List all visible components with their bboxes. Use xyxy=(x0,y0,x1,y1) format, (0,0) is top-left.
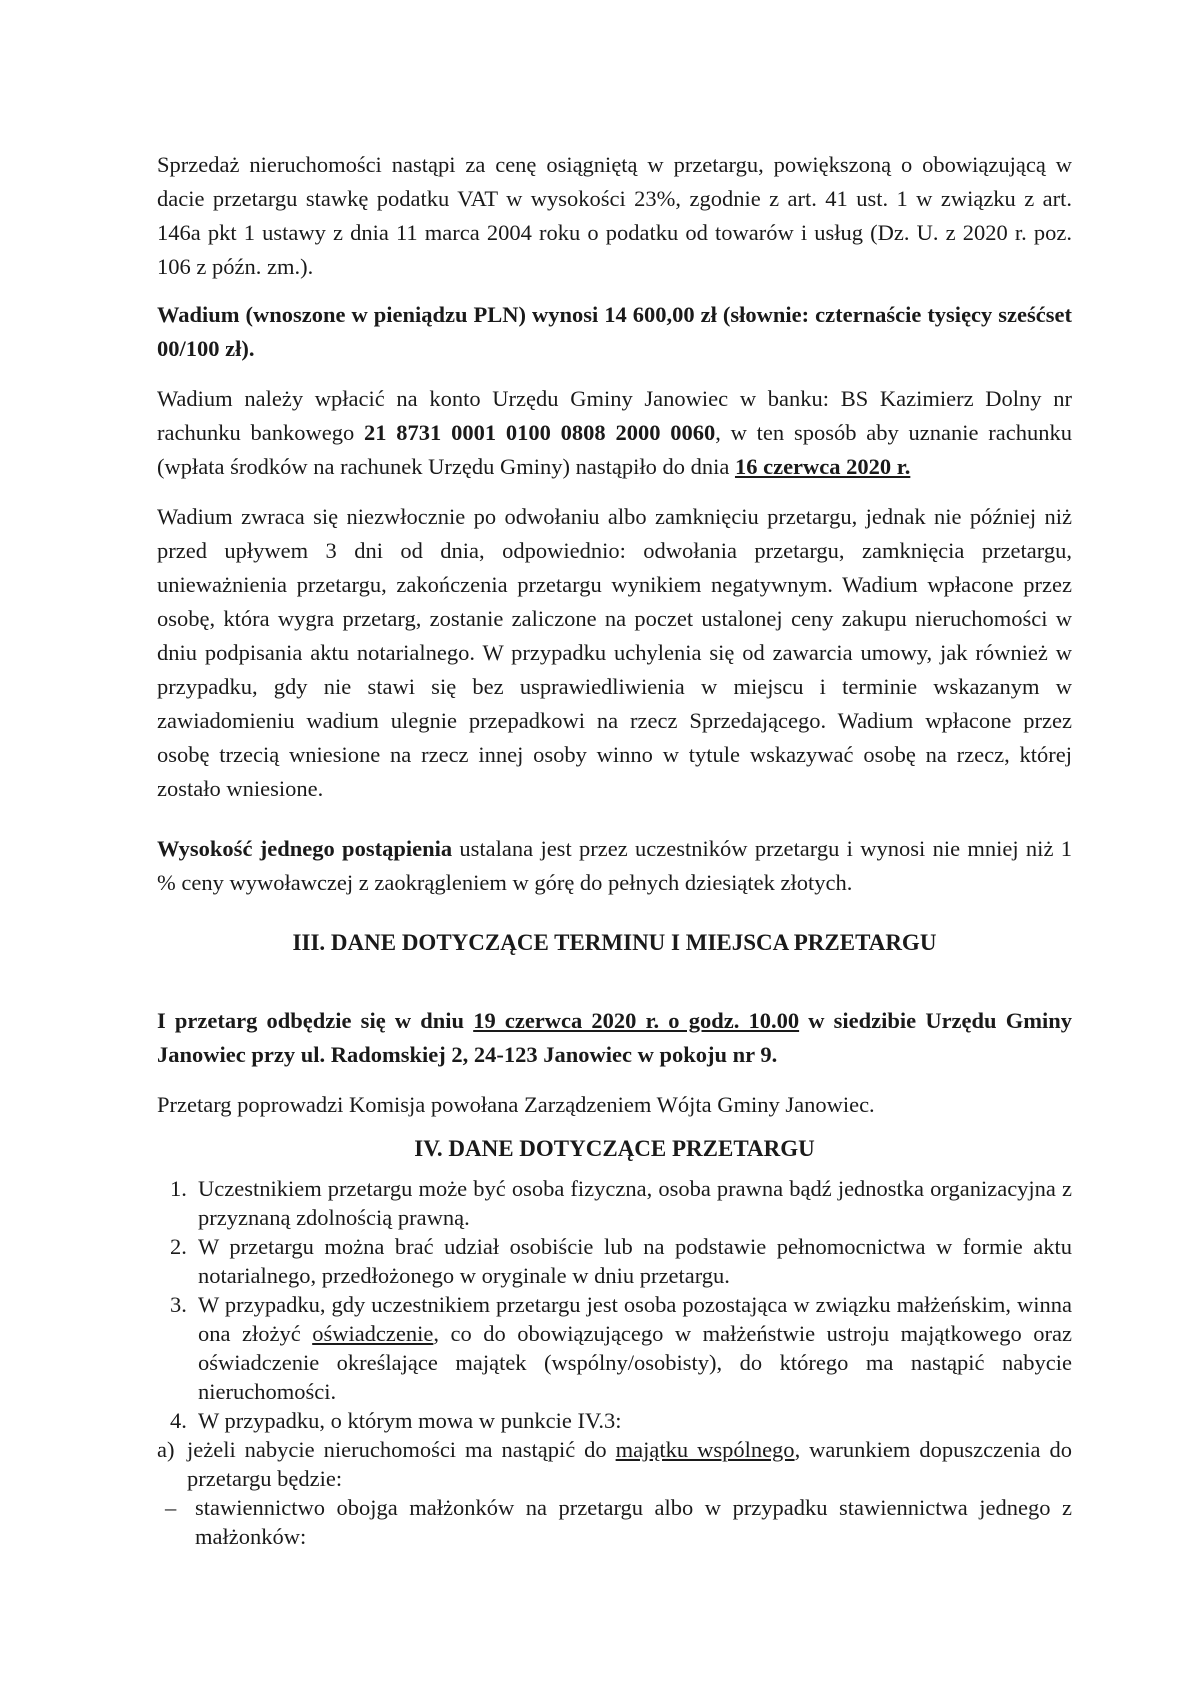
statement-underlined: oświadczenie xyxy=(312,1321,434,1346)
commission-paragraph: Przetarg poprowadzi Komisja powołana Zarządzeniem Wójta Gminy Janowiec. xyxy=(157,1092,875,1117)
auction-date-paragraph xyxy=(157,1004,1072,1072)
wadium-amount-paragraph: Wadium (wnoszone w pieniądzu PLN) wynosi 14 600,00 zł (słownie: czternaście tysięcy sześćset 00/100 zł). xyxy=(157,302,1072,361)
auction-date: 19 czerwca 2020 r. o godz. 10.00 xyxy=(473,1008,800,1033)
list-item-text-part: jeżeli nabycie nieruchomości ma nastąpić do xyxy=(187,1437,616,1462)
list-item xyxy=(157,1493,1072,1551)
list-item-text xyxy=(198,1290,1072,1406)
wadium-deadline-date: 16 czerwca 2020 r. xyxy=(734,454,911,479)
wadium-payment-text: Wadium należy wpłacić na konto Urzędu Gminy Janowiec w banku: BS Kazimierz Dolny nr rachunku bankowego xyxy=(157,386,1072,445)
list-item-text-part: , warunkiem dopuszczenia do przetargu będzie: xyxy=(187,1437,1072,1491)
section-3-heading: III. DANE DOTYCZĄCE TERMINU I MIEJSCA PRZETARGU xyxy=(292,930,937,955)
list-item-text: W przypadku, o którym mowa w punkcie IV.3: xyxy=(198,1408,622,1433)
list-item xyxy=(157,1232,1072,1290)
auction-date-text: I przetarg odbędzie się w dniu xyxy=(157,1008,474,1033)
list-item-text: Uczestnikiem przetargu może być osoba fizyczna, osoba prawna bądź jednostka organizacyjna z przyznaną zdolnością prawną. xyxy=(198,1176,1072,1230)
auction-location-text: w siedzibie Urzędu Gminy Janowiec przy ul. Radomskiej 2, 24-123 Janowiec w pokoju nr 9. xyxy=(157,1008,1072,1067)
list-item-number: 2. xyxy=(170,1234,187,1259)
wadium-return-paragraph: Wadium zwraca się niezwłocznie po odwołaniu albo zamknięciu przetargu, jednak nie później niż przed upływem 3 dni od dnia, odpowiednio: odwołania przetargu, zamknięcia przetargu, unieważnienia przetargu, zakończenia przetargu wynikiem negatywnym. Wadium wpłacone przez osobę, która wygra przetarg, zostanie zaliczone na poczet ustalonej ceny zakupu nieruchomości w dniu podpisania aktu notarialnego. W przypadku uchylenia się od zawarcia umowy, jak również w przypadku, gdy nie stawi się bez usprawiedliwienia w miejscu i terminie wskazanym w zawiadomieniu wadium ulegnie przepadkowi na rzecz Sprzedającego. Wadium wpłacone przez osobę trzecią wniesione na rzecz innej osoby winno w tytule wskazywać osobę na rzecz, której zostało wniesione. xyxy=(157,504,1072,801)
list-item xyxy=(157,1290,1072,1406)
joint-property-underlined: majątku wspólnego xyxy=(615,1437,795,1462)
list-item-number: 4. xyxy=(170,1408,187,1433)
document-body xyxy=(157,148,1072,1551)
list-item xyxy=(157,1435,1072,1493)
list-item-text: W przetargu można brać udział osobiście lub na podstawie pełnomocnictwa w formie aktu notarialnego, przedłożonego w oryginale w dniu przetargu. xyxy=(198,1234,1072,1288)
list-item-text-part: , co do obowiązującego w małżeństwie ustroju majątkowego oraz oświadczenie określające majątek (wspólny/osobisty), do którego ma nastąpić nabycie nieruchomości. xyxy=(198,1321,1072,1404)
list-item-dash: – xyxy=(165,1495,177,1520)
bank-account-number: 21 8731 0001 0100 0808 2000 0060 xyxy=(364,420,716,445)
list-item-text: stawiennictwo obojga małżonków na przetargu albo w przypadku stawiennictwa jednego z małżonków: xyxy=(195,1495,1072,1549)
list-item-number: 1. xyxy=(170,1176,187,1201)
section-4-heading: IV. DANE DOTYCZĄCE PRZETARGU xyxy=(414,1136,815,1161)
list-item-letter: a) xyxy=(157,1437,175,1462)
list-item-text-part: W przypadku, gdy uczestnikiem przetargu jest osoba pozostająca w związku małżeńskim, winna ona złożyć xyxy=(198,1292,1072,1346)
auction-rules-list xyxy=(157,1174,1072,1551)
list-item-number: 3. xyxy=(170,1292,187,1317)
bid-increment-paragraph xyxy=(157,832,1072,900)
bid-increment-text: ustalana jest przez uczestników przetargu i wynosi nie mniej niż 1 % ceny wywoławczej z zaokrągleniem w górę do pełnych dziesiątek złotych. xyxy=(157,836,1072,895)
list-item-text xyxy=(187,1435,1072,1493)
wadium-payment-paragraph xyxy=(157,382,1072,484)
list-item xyxy=(157,1174,1072,1232)
list-item xyxy=(157,1406,1072,1435)
wadium-payment-text-2: , w ten sposób aby uznanie rachunku (wpłata środków na rachunek Urzędu Gminy) nastąpiło do dnia xyxy=(157,420,1072,479)
bid-increment-label: Wysokość jednego postąpienia xyxy=(157,836,453,861)
vat-paragraph: Sprzedaż nieruchomości nastąpi za cenę osiągniętą w przetargu, powiększoną o obowiązującą w dacie przetargu stawkę podatku VAT w wysokości 23%, zgodnie z art. 41 ust. 1 w związku z art. 146a pkt 1 ustawy z dnia 11 marca 2004 roku o podatku od towarów i usług (Dz. U. z 2020 r. poz. 106 z późn. zm.). xyxy=(157,152,1072,279)
